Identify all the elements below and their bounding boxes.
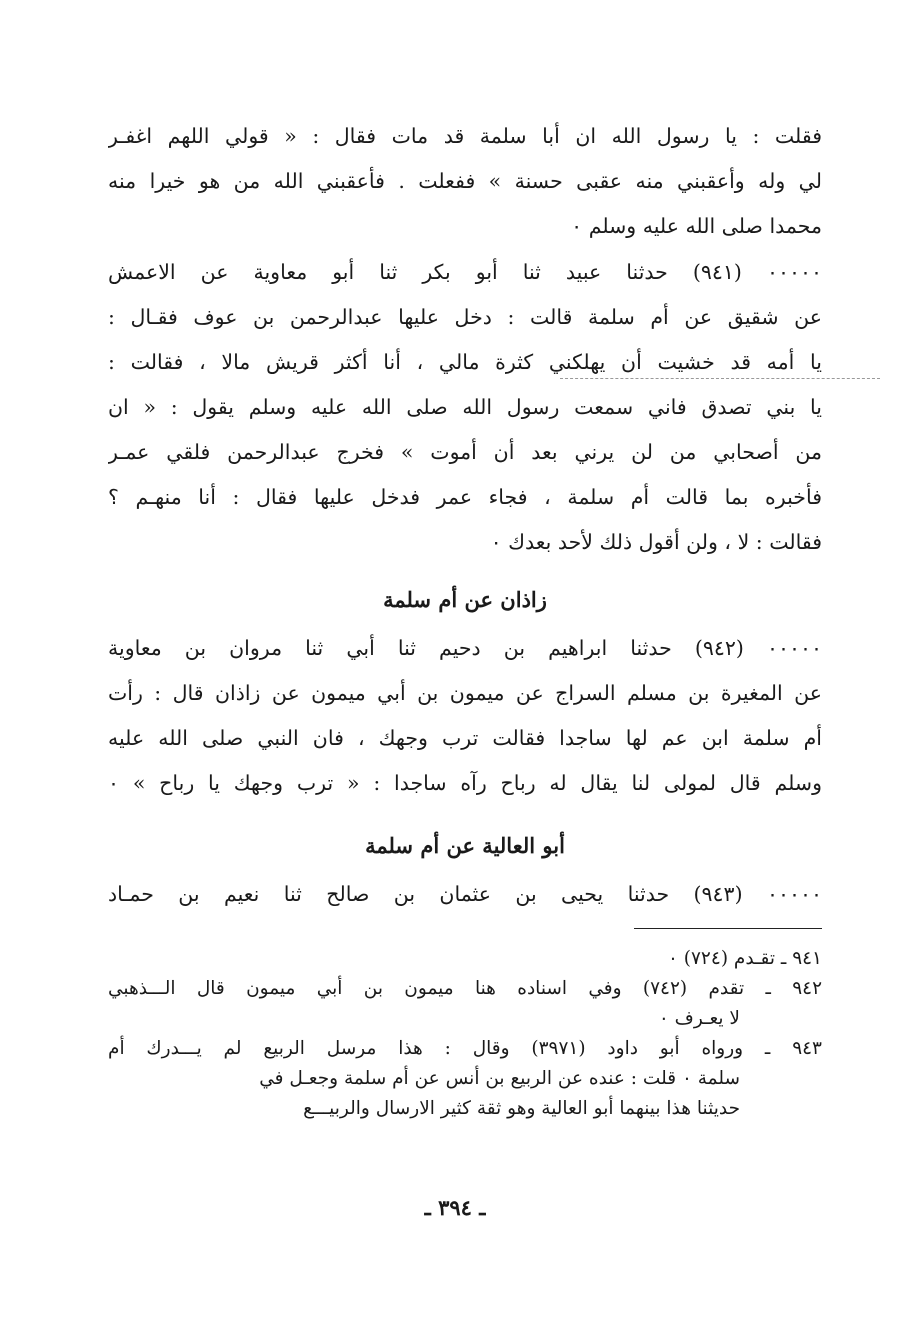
page-number: ـ ٣٩٤ ـ: [424, 1195, 486, 1220]
footnote-942-line-2: لا يعـرف ٠: [658, 1008, 740, 1029]
text-line: وسلم قال لمولى لنا يقال له رباح رآه ساجدا : « ترب وجهك يا رباح » ٠: [108, 771, 822, 795]
text-line: يا أمه قد خشيت أن يهلكني كثرة مالي ، أنا أكثر قريش مالا ، فقالت :: [108, 350, 822, 374]
paragraph-4: [108, 872, 822, 917]
text-line: ٠٠٠٠٠ (٩٤١) حدثنا عبيد ثنا أبو بكر ثنا أبو معاوية عن الاعمش: [108, 260, 822, 284]
text-line: فقالت : لا ، ولن أقول ذلك لأحد بعدك ٠: [490, 530, 822, 554]
footnote-943-line-1: ٩٤٣ ـ ورواه أبو داود (٣٩٧١) وقال : هذا مرسل الربيع لم يـــدرك أم: [108, 1038, 822, 1059]
text-line: محمدا صلى الله عليه وسلم ٠: [571, 214, 822, 238]
text-line: عن المغيرة بن مسلم السراج عن ميمون بن أبي ميمون عن زاذان قال : رأت: [108, 681, 822, 705]
footnote-942-line-1: ٩٤٢ ـ تقدم (٧٤٢) وفي اسناده هنا ميمون بن أبي ميمون قال الـــذهبي: [108, 978, 822, 999]
text-line: فقلت : يا رسول الله ان أبا سلمة قد مات فقال : « قولي اللهم اغفـر: [108, 124, 822, 148]
text-line: ٠٠٠٠٠ (٩٤٣) حدثنا يحيى بن عثمان بن صالح ثنا نعيم بن حمـاد: [108, 882, 822, 906]
section-heading-1: زاذان عن أم سلمة: [383, 587, 547, 612]
text-line: من أصحابي من لن يرني بعد أن أموت » فخرج عبدالرحمن فلقي عمـر: [108, 440, 822, 464]
text-line: يا بني تصدق فاني سمعت رسول الله صلى الله عليه وسلم يقول : « ان: [108, 395, 822, 419]
text-line: لي وله وأعقبني منه عقبى حسنة » ففعلت . فأعقبني الله من هو خيرا منه: [108, 169, 822, 193]
text-line: أم سلمة ابن عم لها ساجدا فقالت ترب وجهك ، فان النبي صلى الله عليه: [108, 726, 822, 750]
paragraph-3: [108, 626, 822, 806]
footnote-separator: [634, 928, 822, 929]
paragraph-1: [108, 114, 822, 249]
footnotes: [108, 944, 822, 1124]
text-line: فأخبره بما قالت أم سلمة ، فجاء عمر فدخل عليها فقال : أنا منهـم ؟: [108, 485, 822, 509]
text-line: عن شقيق عن أم سلمة قالت : دخل عليها عبدالرحمن بن عوف فقـال :: [108, 305, 822, 329]
scan-artifact-rule: [560, 378, 880, 379]
footnote-943-line-2: سلمة ٠ قلت : عنده عن الربيع بن أنس عن أم سلمة وجعـل في: [259, 1068, 740, 1089]
text-line: ٠٠٠٠٠ (٩٤٢) حدثنا ابراهيم بن دحيم ثنا أبي ثنا مروان بن معاوية: [108, 636, 822, 660]
section-heading-2: أبو العالية عن أم سلمة: [365, 833, 565, 858]
footnote-941: ٩٤١ ـ تقـدم (٧٢٤) ٠: [667, 948, 822, 969]
footnote-943-line-3: حديثنا هذا بينهما أبو العالية وهو ثقة كثير الارسال والربيـــع: [303, 1098, 740, 1119]
paragraph-2: [108, 250, 822, 565]
